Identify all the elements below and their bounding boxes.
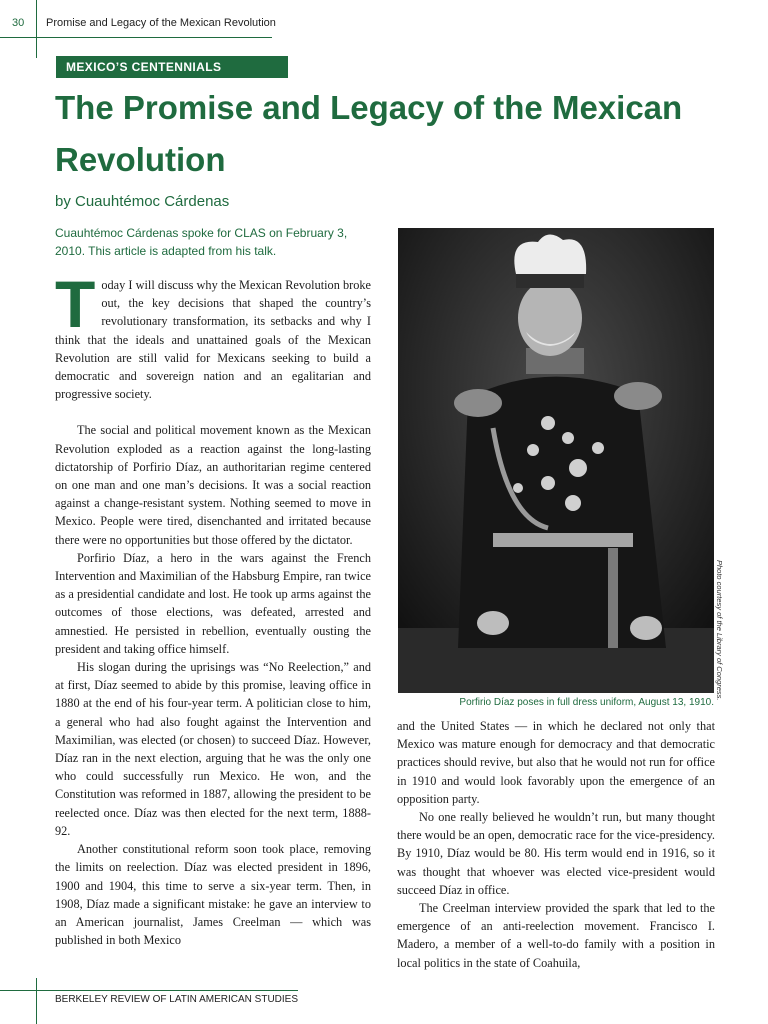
photo-caption: Porfirio Díaz poses in full dress uniform, August 13, 1910. — [459, 697, 714, 708]
portrait-photo — [398, 228, 714, 693]
portrait-illustration — [398, 228, 714, 693]
body-column-left — [55, 267, 371, 949]
running-title: Promise and Legacy of the Mexican Revolution — [46, 17, 276, 29]
paragraph-6: and the United States — in which he declared not only that Mexico was mature enough for democracy and that democratic practices should revive, but also that he would not run for office in 1910 and would look favorably upon the emergence of an opposition party. — [397, 719, 715, 806]
header-rule-horizontal — [0, 37, 272, 38]
paragraph-opening — [55, 267, 371, 403]
footer-journal: BERKELEY REVIEW OF LATIN AMERICAN STUDIES — [55, 994, 299, 1005]
paragraph-2: The social and political movement known as the Mexican Revolution exploded as a reaction against the long-lasting dictatorship of Porfirio Díaz, an authoritarian regime centered on one man and one man’s decisions. It was a social reaction against a change-resistant system. Nothing seemed to move in Mexico. People were tired, disenchanted and irritated because there were no opportunities but those offered by the dictator. — [55, 423, 371, 547]
page-number: 30 — [12, 17, 25, 29]
paragraph-3: Porfirio Díaz, a hero in the wars against the French Intervention and Maximilian of the Habsburg Empire, ran twice as a presidential candidate and lost. He took up arms against the outcomes of those elections, was defeated, arrested and amnestied. He persisted in rebellion, eventually ousting the president and taking office himself. — [55, 550, 371, 656]
byline: by Cuauhtémoc Cárdenas — [55, 193, 230, 210]
paragraph-8: The Creelman interview provided the spark that led to the emergence of an anti-reelection movement. Francisco I. Madero, a member of a well-to-do family with a position in local politics in the state of Coahuila, — [397, 901, 715, 970]
paragraph-1-text: oday I will discuss why the Mexican Revolution broke out, the key decisions that shaped the country’s revolutionary transformation, its setbacks and why I think that the ideals and unattained goals of the Mexican Revolution are still valid for Mexicans seeking to build a democratic and sovereign nation and an egalitarian and progressive society. — [55, 278, 371, 402]
article-title: The Promise and Legacy of the Mexican Revolution — [55, 89, 683, 178]
paragraph-5: Another constitutional reform soon took place, removing the limits on reelection. Díaz was elected president in 1896, 1900 and 1904, this time to serve a six-year term. Then, in 1908, Díaz made a significant mistake: he gave an interview to an American journalist, James Creelman — which was published in both Mexico — [55, 842, 371, 948]
body-column-right — [397, 717, 715, 972]
header-rule-vertical — [36, 0, 37, 58]
paragraph-4: His slogan during the uprisings was “No Reelection,” and at first, Díaz seemed to abide by this promise, leaving office in 1880 at the end of his four-year term. A politician close to him, a general who had also fought against the Intervention and Maximilian, was elected (or chosen) to succeed Díaz. However, Díaz ran in the next election, arguing that he was the only one who could successfully run Mexico. He won, and the Constitution was reformed in 1887, allowing the president to be reelected once. Díaz was then elected for the next term, 1888-92. — [55, 660, 371, 838]
footer-rule-vertical — [36, 978, 37, 1024]
drop-cap: T — [55, 267, 96, 341]
intro-note: Cuauhtémoc Cárdenas spoke for CLAS on February 3, 2010. This article is adapted from his talk. — [55, 226, 348, 258]
footer-rule-horizontal — [0, 990, 298, 991]
section-label: MEXICO’S CENTENNIALS — [56, 56, 288, 78]
photo-credit: Photo courtesy of the Library of Congress. — [715, 560, 724, 701]
paragraph-7: No one really believed he wouldn’t run, but many thought there would be an open, democratic race for the vice-presidency. By 1910, Díaz would be 80. His term would end in 1916, so it was thought that whoever was elected vice-president would succeed Díaz in office. — [397, 810, 715, 897]
